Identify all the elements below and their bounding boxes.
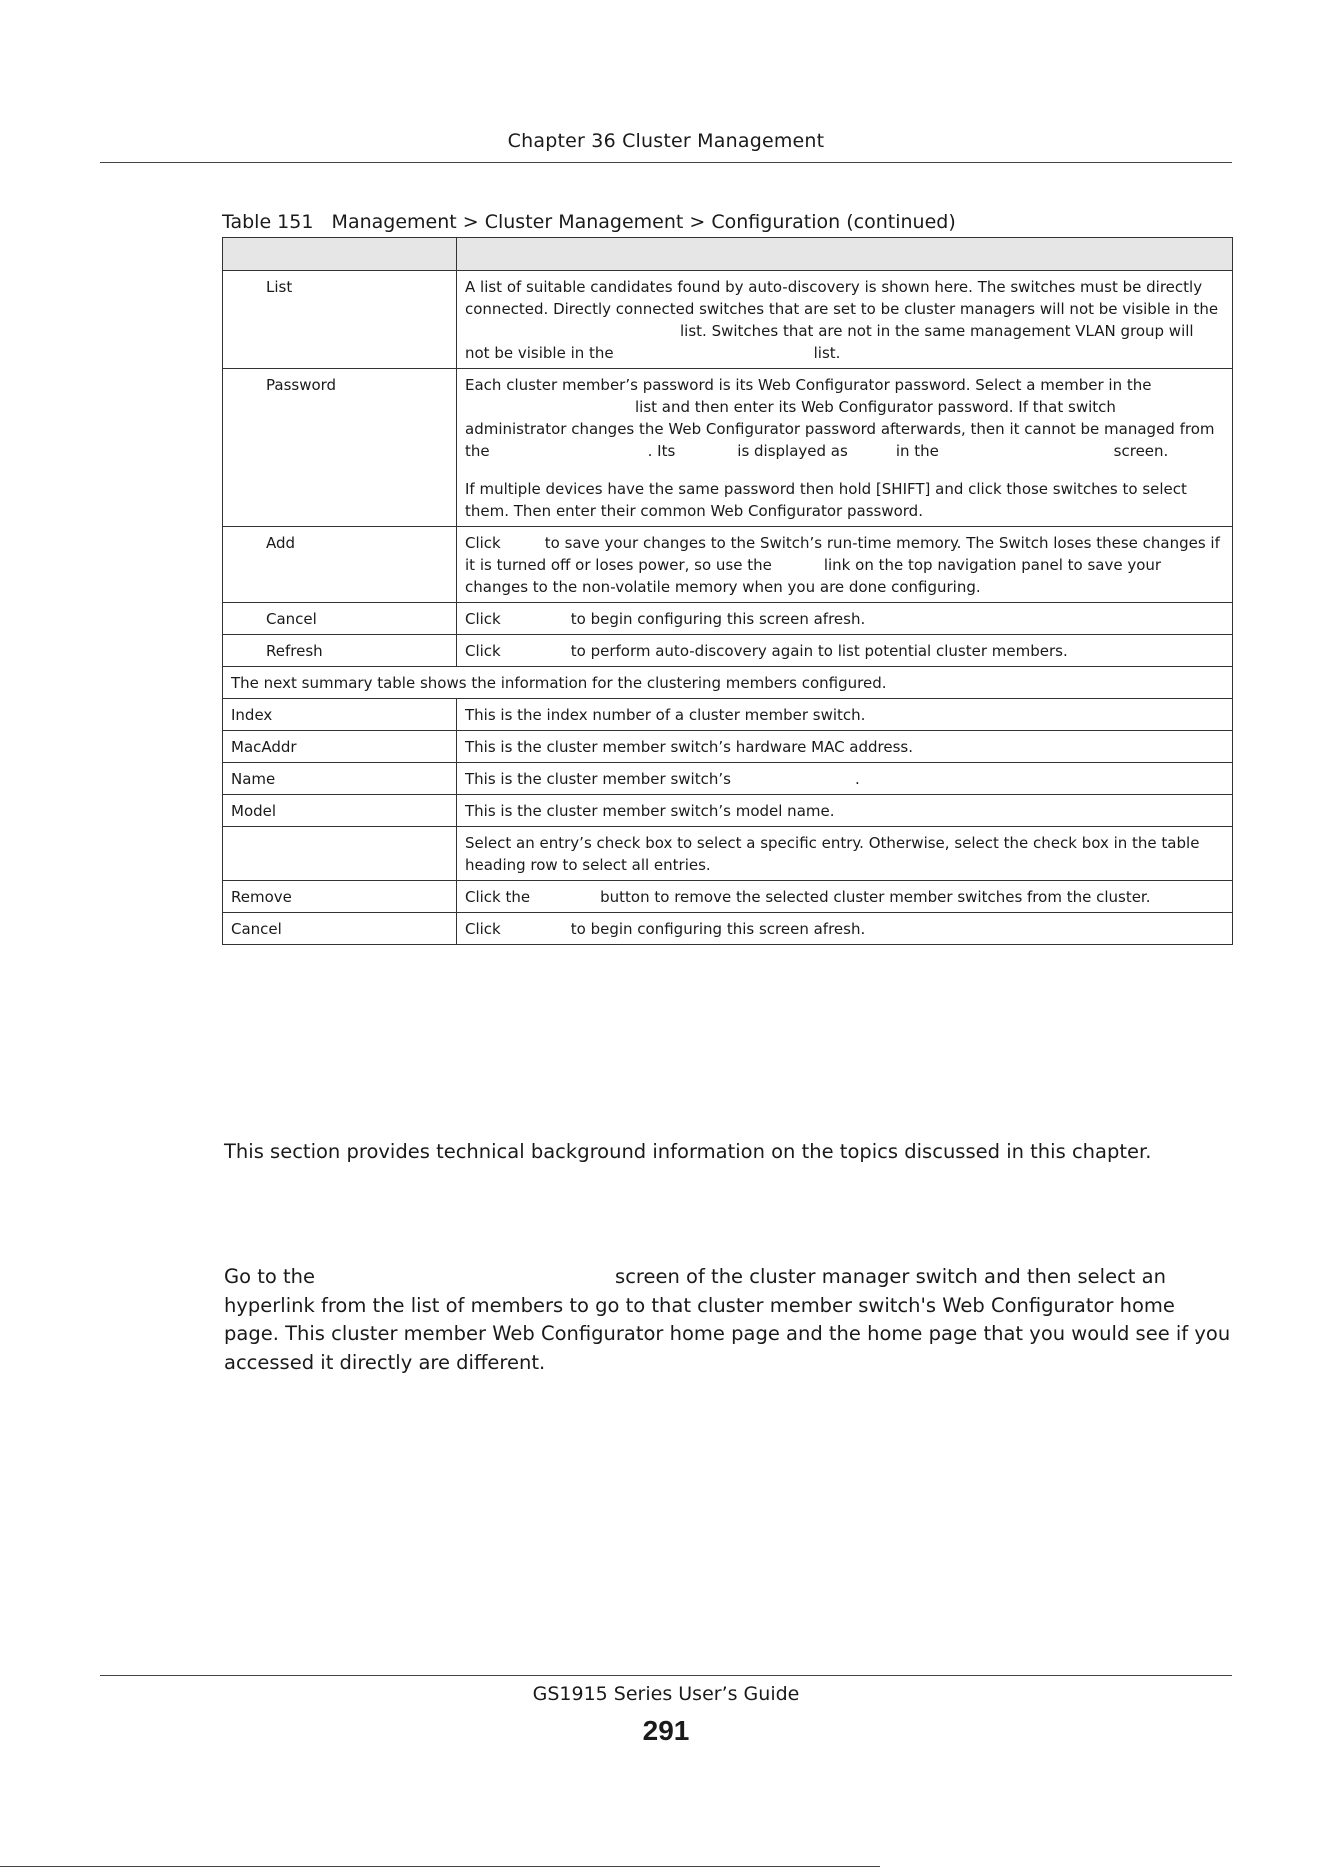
description-text: . Its xyxy=(647,442,676,460)
row-label xyxy=(223,827,457,881)
description-text: Click xyxy=(465,534,501,552)
row-label: Name xyxy=(223,763,457,795)
table-row-index xyxy=(223,699,1233,731)
page-number: 291 xyxy=(642,1715,690,1746)
table-caption: Table 151 Management > Cluster Management > Configuration (continued) xyxy=(222,211,956,233)
description-text: Click xyxy=(465,642,501,660)
row-label: Add xyxy=(223,527,457,603)
description-text: link on the top navigation panel to save your changes to the non-volatile memory when you are done configuring. xyxy=(465,556,1162,596)
description-text: to save your changes to the Switch’s run-time memory. The Switch loses these changes if it is turned off or loses power, so use the xyxy=(465,534,1220,574)
description-text: list. xyxy=(813,344,841,362)
chapter-header: Chapter 36 Cluster Management xyxy=(507,130,825,152)
description-text: to begin configuring this screen afresh. xyxy=(570,920,866,938)
table-row-cancel xyxy=(223,603,1233,635)
row-description xyxy=(457,635,1233,667)
description-text: in the xyxy=(895,442,939,460)
table-row-summary-note xyxy=(223,667,1233,699)
footer-divider xyxy=(100,1675,1232,1676)
description-text: screen. xyxy=(1113,442,1169,460)
description-text: button to remove the selected cluster member switches from the cluster. xyxy=(600,888,1151,906)
description-text: This is the cluster member switch’s xyxy=(465,770,731,788)
row-description: Select an entry’s check box to select a specific entry. Otherwise, select the check box in the table heading row to select all entries. xyxy=(457,827,1233,881)
row-label: Cancel xyxy=(223,913,457,945)
table-header-row xyxy=(223,238,1233,271)
intro-paragraph: This section provides technical background information on the topics discussed in this chapter. xyxy=(224,1140,1152,1163)
table-row-remove xyxy=(223,881,1233,913)
bottom-divider xyxy=(0,1866,880,1867)
table-row-list xyxy=(223,271,1233,369)
row-description: This is the index number of a cluster member switch. xyxy=(457,699,1233,731)
description-text: list and then enter its Web Configurator password. If that switch administrator changes the Web Configurator password afterwards, then it cannot be managed from the xyxy=(465,398,1215,460)
row-description: This is the cluster member switch’s model name. xyxy=(457,795,1233,827)
paragraph-text: screen of the cluster manager switch and then select an hyperlink from the list of members to go to that cluster member switch's Web Configurator home page. This cluster member Web Configurator home page and the home page that you would see if you accessed it directly are different. xyxy=(224,1265,1231,1374)
row-description xyxy=(457,369,1233,527)
description-text: to perform auto-discovery again to list potential cluster members. xyxy=(570,642,1068,660)
row-description xyxy=(457,527,1233,603)
description-text: If multiple devices have the same password then hold [SHIFT] and click those switches to select them. Then enter their common Web Configurator password. xyxy=(465,480,1187,520)
row-label: Password xyxy=(223,369,457,527)
guide-title: GS1915 Series User’s Guide xyxy=(532,1683,800,1705)
table-row-model xyxy=(223,795,1233,827)
header-cell-label xyxy=(223,238,457,271)
description-text: Click xyxy=(465,920,501,938)
table-row-refresh xyxy=(223,635,1233,667)
table-row-macaddr xyxy=(223,731,1233,763)
description-text: to begin configuring this screen afresh. xyxy=(570,610,866,628)
row-label: Cancel xyxy=(223,603,457,635)
description-text: A list of suitable candidates found by auto-discovery is shown here. The switches must be directly connected. Directly connected switches that are set to be cluster managers will not be visible in the xyxy=(465,278,1219,318)
row-label: Index xyxy=(223,699,457,731)
row-label: Refresh xyxy=(223,635,457,667)
row-description xyxy=(457,881,1233,913)
summary-note: The next summary table shows the information for the clustering members configured. xyxy=(223,667,1233,699)
table-row-name xyxy=(223,763,1233,795)
row-description xyxy=(457,271,1233,369)
navigation-paragraph xyxy=(224,1263,1234,1377)
table-row-select xyxy=(223,827,1233,881)
description-text: Click the xyxy=(465,888,531,906)
description-text: Click xyxy=(465,610,501,628)
header-divider xyxy=(100,162,1232,163)
description-text: is displayed as xyxy=(737,442,848,460)
row-label: Model xyxy=(223,795,457,827)
header-cell-description xyxy=(457,238,1233,271)
table-row-password xyxy=(223,369,1233,527)
row-description xyxy=(457,763,1233,795)
table-row-add xyxy=(223,527,1233,603)
row-description xyxy=(457,603,1233,635)
row-label: Remove xyxy=(223,881,457,913)
row-label: MacAddr xyxy=(223,731,457,763)
row-label: List xyxy=(223,271,457,369)
row-description xyxy=(457,913,1233,945)
table-row-cancel-2 xyxy=(223,913,1233,945)
description-text: Each cluster member’s password is its Web Configurator password. Select a member in the xyxy=(465,376,1152,394)
description-text: list. Switches that are not in the same management VLAN group will not be visible in the xyxy=(465,322,1194,362)
description-text: . xyxy=(854,770,860,788)
paragraph-text: Go to the xyxy=(224,1265,316,1288)
configuration-table xyxy=(222,237,1233,945)
row-description: This is the cluster member switch’s hardware MAC address. xyxy=(457,731,1233,763)
